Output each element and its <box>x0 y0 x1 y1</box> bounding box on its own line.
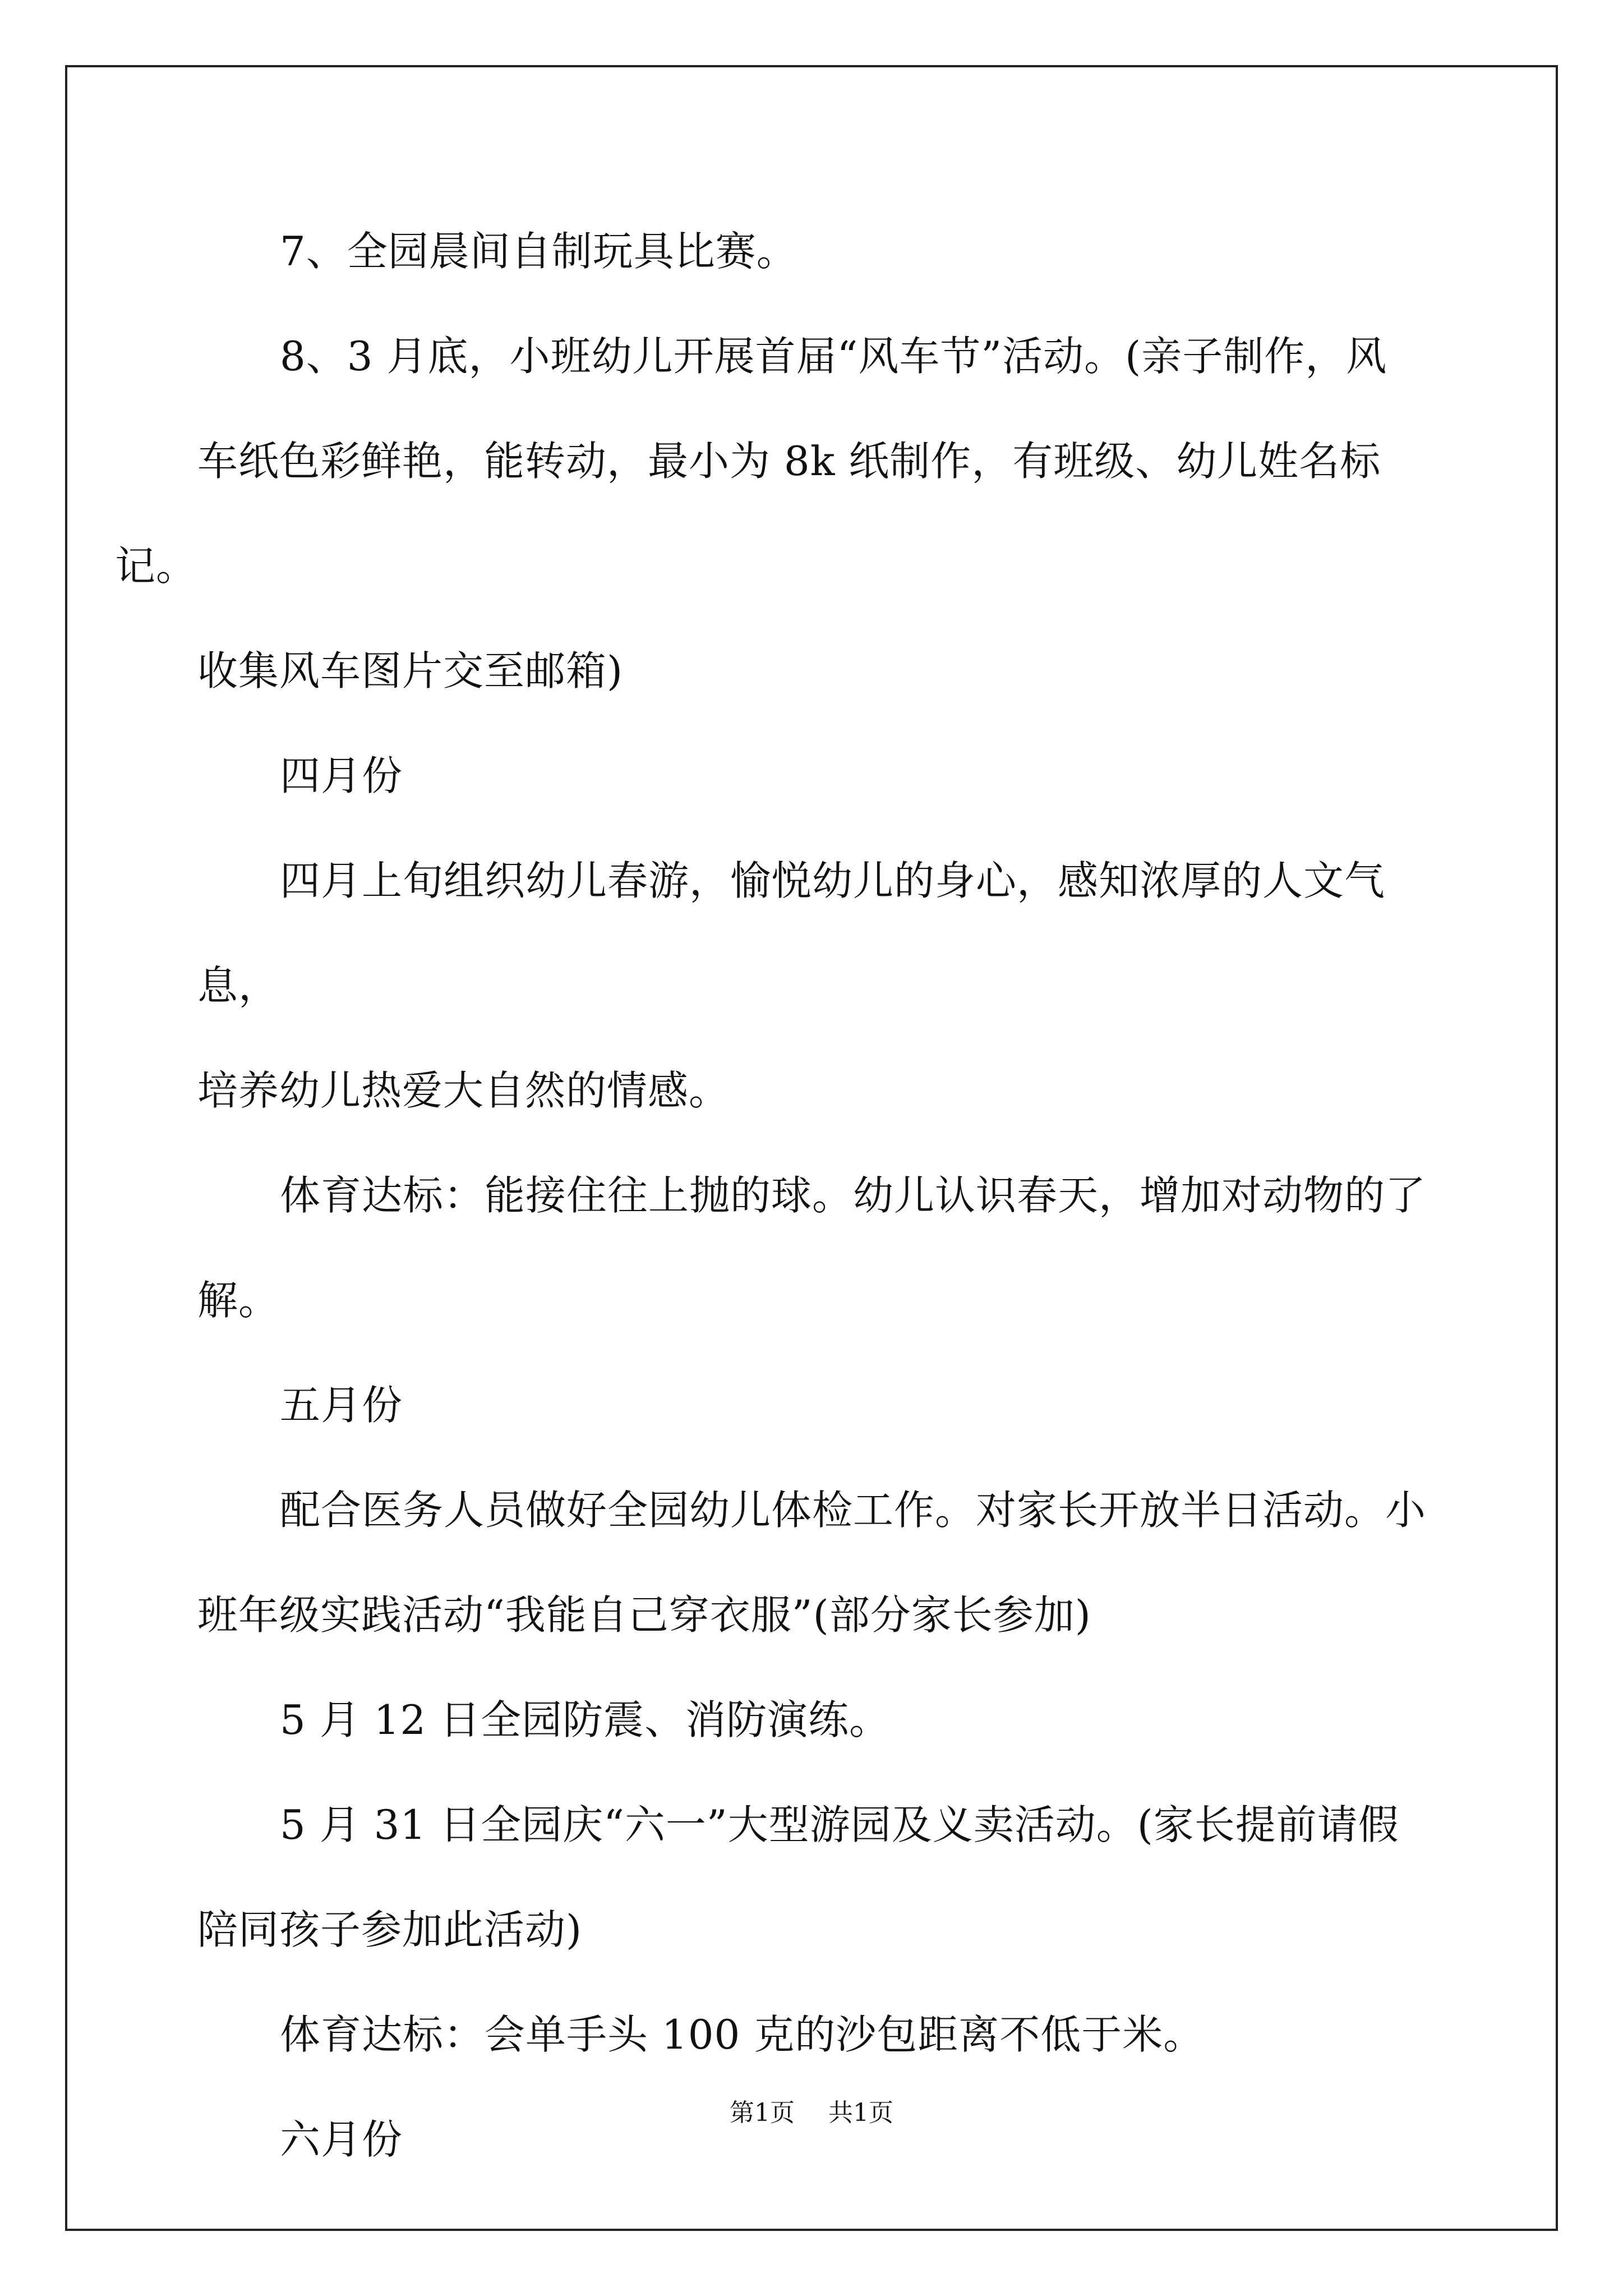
text-line: 车纸色彩鲜艳，能转动，最小为 8k 纸制作，有班级、幼儿姓名标记。 <box>115 438 1381 590</box>
text-line: 收集风车图片交至邮箱) <box>197 647 624 694</box>
text-line: 四月上旬组织幼儿春游，愉悦幼儿的身心，感知浓厚的人文气息， <box>197 857 1386 1009</box>
paragraph <box>197 829 1431 1143</box>
paragraph <box>197 1458 1431 1668</box>
text-line: 六月份 <box>280 2116 403 2163</box>
paragraph <box>197 1143 1431 1353</box>
text-line: 五月份 <box>280 1382 403 1429</box>
section-heading <box>197 1353 1431 1458</box>
text-line: 8、3 月底，小班幼儿开展首届“风车节”活动。(亲子制作，风 <box>280 333 1387 380</box>
page-footer <box>0 2096 1623 2130</box>
text-line: 5 月 31 日全园庆“六一”大型游园及义卖活动。(家长提前请假 <box>280 1801 1399 1848</box>
text-line: 四月份 <box>280 752 403 799</box>
page-total: 共1页 <box>828 2099 893 2127</box>
text-line: 培养幼儿热爱大自然的情感。 <box>197 1067 730 1114</box>
text-line: 体育达标：能接住往上抛的球。幼儿认识春天，增加对动物的了 <box>280 1172 1427 1219</box>
text-line: 配合医务人员做好全园幼儿体检工作。对家长开放半日活动。小 <box>280 1487 1427 1534</box>
text-line: 体育达标：会单手头 100 克的沙包距离不低于米。 <box>280 2011 1205 2058</box>
paragraph <box>197 1668 1431 1773</box>
text-line: 陪同孩子参加此活动) <box>197 1906 583 1953</box>
paragraph <box>197 199 1431 304</box>
paragraph <box>197 1773 1431 1982</box>
section-heading <box>197 724 1431 829</box>
paragraph <box>115 304 1431 724</box>
text-line: 7、全园晨间自制玩具比赛。 <box>280 228 797 275</box>
text-line: 班年级实践活动“我能自己穿衣服”(部分家长参加) <box>197 1591 1091 1639</box>
paragraph <box>197 1982 1431 2087</box>
page-number: 第1页 <box>730 2099 795 2127</box>
text-line: 5 月 12 日全园防震、消防演练。 <box>280 1696 891 1743</box>
text-line: 解。 <box>197 1277 280 1324</box>
document-body <box>115 199 1431 2192</box>
